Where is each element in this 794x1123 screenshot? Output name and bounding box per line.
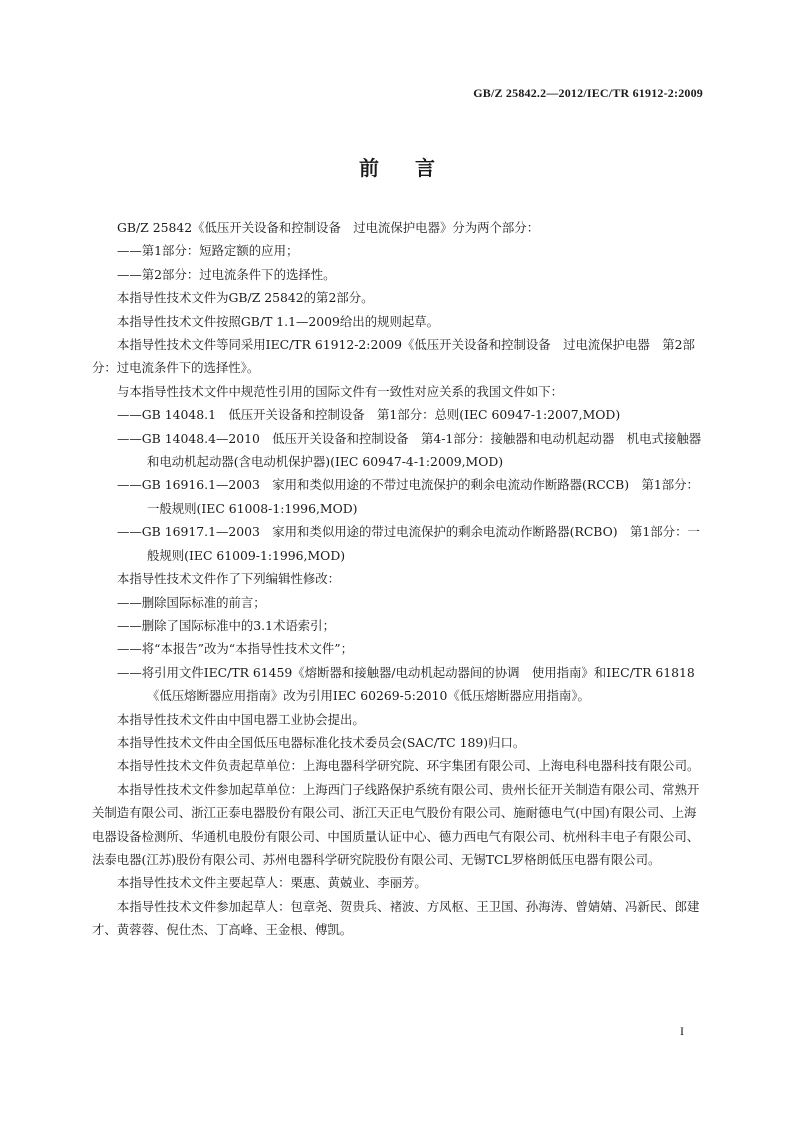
- page-number: I: [680, 1024, 684, 1038]
- paragraph: 本指导性技术文件按照GB/T 1.1—2009给出的规则起草。: [117, 313, 440, 329]
- list-item: ——GB 14048.1 低压开关设备和控制设备 第1部分：总则(IEC 60947-1:2007,MOD): [117, 407, 621, 423]
- paragraph: 本指导性技术文件参加起草单位：上海西门子线路保护系统有限公司、贵州长征开关制造有限公司、常熟开关制造有限公司、浙江正泰电器股份有限公司、浙江天正电气股份有限公司、施耐德电气(中国)有限公司、上海电器设备检测所、华通机电股份有限公司、中国质量认证中心、德力西电气有限公司、杭州科丰电子有限公司、法泰电器(江苏)股份有限公司、苏州电器科学研究院股份有限公司、无锡TCL罗格朗低压电器有限公司。: [92, 781, 700, 867]
- list-item: ——删除国际标准的前言；: [117, 594, 266, 610]
- paragraph: 本指导性技术文件为GB/Z 25842的第2部分。: [117, 290, 374, 306]
- paragraph: GB/Z 25842《低压开关设备和控制设备 过电流保护电器》分为两个部分：: [117, 220, 540, 235]
- paragraph: 与本指导性技术文件中规范性引用的国际文件有一致性对应关系的我国文件如下：: [117, 383, 564, 399]
- paragraph: 本指导性技术文件主要起草人：栗惠、黄兢业、李丽芳。: [117, 875, 427, 891]
- list-item: ——将“本报告”改为“本指导性技术文件”；: [117, 641, 353, 657]
- preface-body: [92, 216, 704, 942]
- paragraph: 本指导性技术文件负责起草单位：上海电器科学研究院、环宇集团有限公司、上海电科电器科技有限公司。: [117, 758, 700, 774]
- paragraph: 本指导性技术文件由中国电器工业协会提出。: [117, 711, 365, 727]
- list-item: ——GB 16916.1—2003 家用和类似用途的不带过电流保护的剩余电流动作断路器(RCCB) 第1部分：一般规则(IEC 61008-1:1996,MOD): [117, 477, 699, 516]
- list-item: ——GB 14048.4—2010 低压开关设备和控制设备 第4-1部分：接触器和电动机起动器 机电式接触器和电动机起动器(含电动机保护器)(IEC 60947-4-1:2009,MOD): [117, 430, 702, 470]
- paragraph: 本指导性技术文件作了下列编辑性修改：: [117, 571, 341, 587]
- paragraph: 本指导性技术文件参加起草人：包章尧、贺贵兵、褚波、方凤枢、王卫国、孙海涛、曾婧婧、冯新民、郎建才、黄蓉蓉、倪仕杰、丁高峰、王金根、傅凯。: [92, 898, 700, 938]
- list-item: ——第1部分：短路定额的应用；: [117, 243, 299, 259]
- list-item: ——第2部分：过电流条件下的选择性。: [117, 266, 336, 282]
- list-item: ——删除了国际标准中的3.1术语索引；: [117, 617, 335, 633]
- paragraph: 本指导性技术文件由全国低压电器标准化技术委员会(SAC/TC 189)归口。: [117, 734, 526, 750]
- page-title: 前言: [359, 156, 471, 180]
- standard-number: GB/Z 25842.2—2012/IEC/TR 61912-2:2009: [473, 86, 703, 100]
- paragraph: 本指导性技术文件等同采用IEC/TR 61912-2:2009《低压开关设备和控制设备 过电流保护电器 第2部分：过电流条件下的选择性》。: [92, 337, 695, 376]
- list-item: ——将引用文件IEC/TR 61459《熔断器和接触器/电动机起动器间的协调 使用指南》和IEC/TR 61818《低压熔断器应用指南》改为引用IEC 60269-5:2010《低压熔断器应用指南》。: [117, 664, 695, 704]
- list-item: ——GB 16917.1—2003 家用和类似用途的带过电流保护的剩余电流动作断路器(RCBO) 第1部分：一般规则(IEC 61009-1:1996,MOD): [117, 524, 700, 563]
